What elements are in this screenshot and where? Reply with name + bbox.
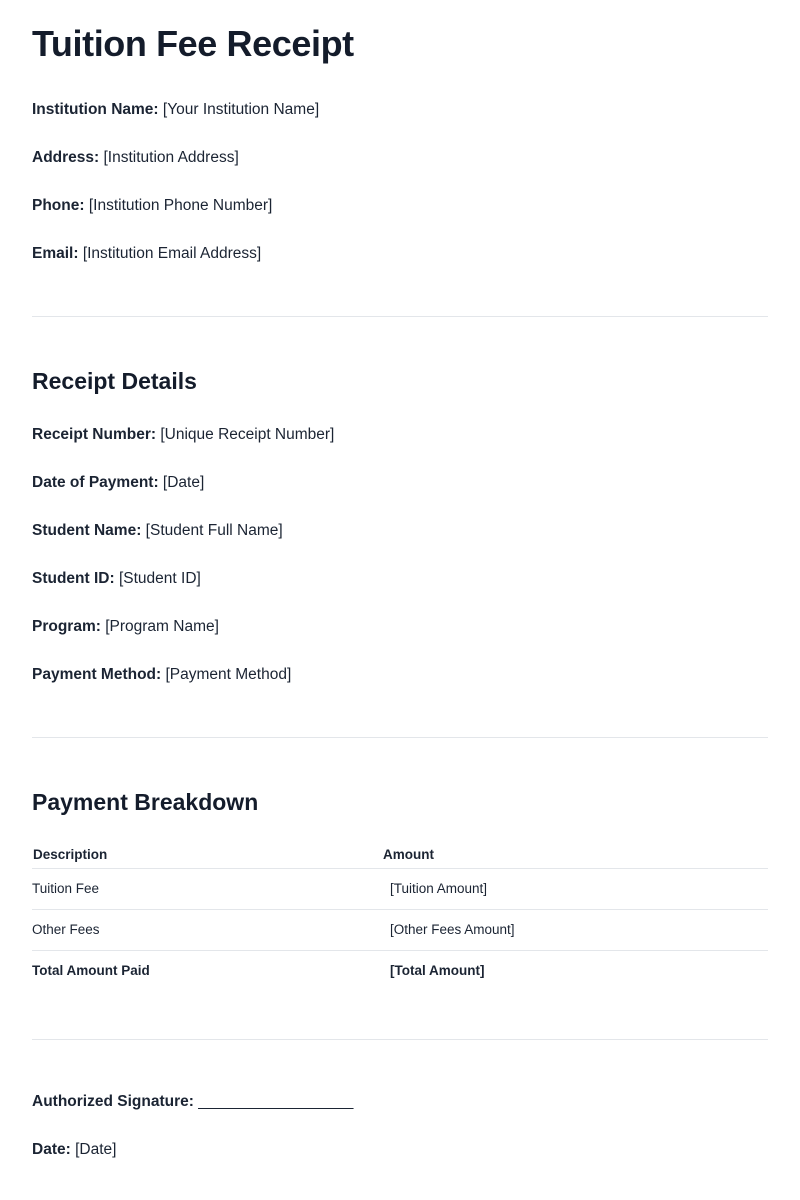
- signature-date-value: [Date]: [70, 1141, 117, 1158]
- total-row-description: Total Amount Paid: [32, 963, 150, 978]
- section-divider: [32, 737, 768, 738]
- section-divider: [32, 1039, 768, 1040]
- table-row-divider: [32, 868, 768, 869]
- authorized-signature-label: Authorized Signature:: [32, 1093, 194, 1110]
- address-label: Address:: [32, 149, 100, 166]
- student-name-label: Student Name:: [32, 522, 142, 539]
- row-amount: [Other Fees Amount]: [390, 922, 515, 937]
- student-id-value: [Student ID]: [114, 570, 201, 587]
- date-of-payment-field: [32, 472, 204, 494]
- program-field: [32, 616, 219, 638]
- program-value: [Program Name]: [100, 618, 219, 635]
- column-header-description: Description: [33, 847, 108, 862]
- payment-method-field: [32, 664, 291, 686]
- email-label: Email:: [32, 245, 79, 262]
- student-id-label: Student ID:: [32, 570, 115, 587]
- address-field: [32, 147, 239, 169]
- row-description: Tuition Fee: [32, 881, 100, 896]
- phone-value: [Institution Phone Number]: [84, 197, 273, 214]
- email-value: [Institution Email Address]: [78, 245, 262, 262]
- row-description: Other Fees: [32, 922, 100, 937]
- institution-name-value: [Your Institution Name]: [158, 101, 320, 118]
- address-value: [Institution Address]: [99, 149, 239, 166]
- page-title: Tuition Fee Receipt: [32, 23, 354, 64]
- phone-field: [32, 195, 272, 217]
- institution-name-field: [32, 99, 319, 121]
- authorized-signature-field: [32, 1091, 353, 1113]
- receipt-number-value: [Unique Receipt Number]: [156, 426, 335, 443]
- row-amount: [Tuition Amount]: [390, 881, 488, 896]
- date-of-payment-label: Date of Payment:: [32, 474, 159, 491]
- payment-method-value: [Payment Method]: [161, 666, 292, 683]
- phone-label: Phone:: [32, 197, 85, 214]
- receipt-details-heading: Receipt Details: [32, 368, 197, 394]
- signature-date-field: [32, 1139, 116, 1161]
- receipt-number-label: Receipt Number:: [32, 426, 157, 443]
- table-row-divider: [32, 950, 768, 951]
- signature-line: __________________: [193, 1093, 354, 1110]
- section-divider: [32, 316, 768, 317]
- program-label: Program:: [32, 618, 101, 635]
- institution-name-label: Institution Name:: [32, 101, 159, 118]
- signature-date-label: Date:: [32, 1141, 71, 1158]
- receipt-number-field: [32, 424, 334, 446]
- payment-method-label: Payment Method:: [32, 666, 162, 683]
- date-of-payment-value: [Date]: [158, 474, 205, 491]
- column-header-amount: Amount: [383, 847, 434, 862]
- email-field: [32, 243, 261, 265]
- student-name-field: [32, 520, 283, 542]
- total-row-amount: [Total Amount]: [390, 963, 485, 978]
- student-id-field: [32, 568, 201, 590]
- student-name-value: [Student Full Name]: [141, 522, 283, 539]
- table-row-divider: [32, 909, 768, 910]
- payment-breakdown-heading: Payment Breakdown: [32, 789, 259, 815]
